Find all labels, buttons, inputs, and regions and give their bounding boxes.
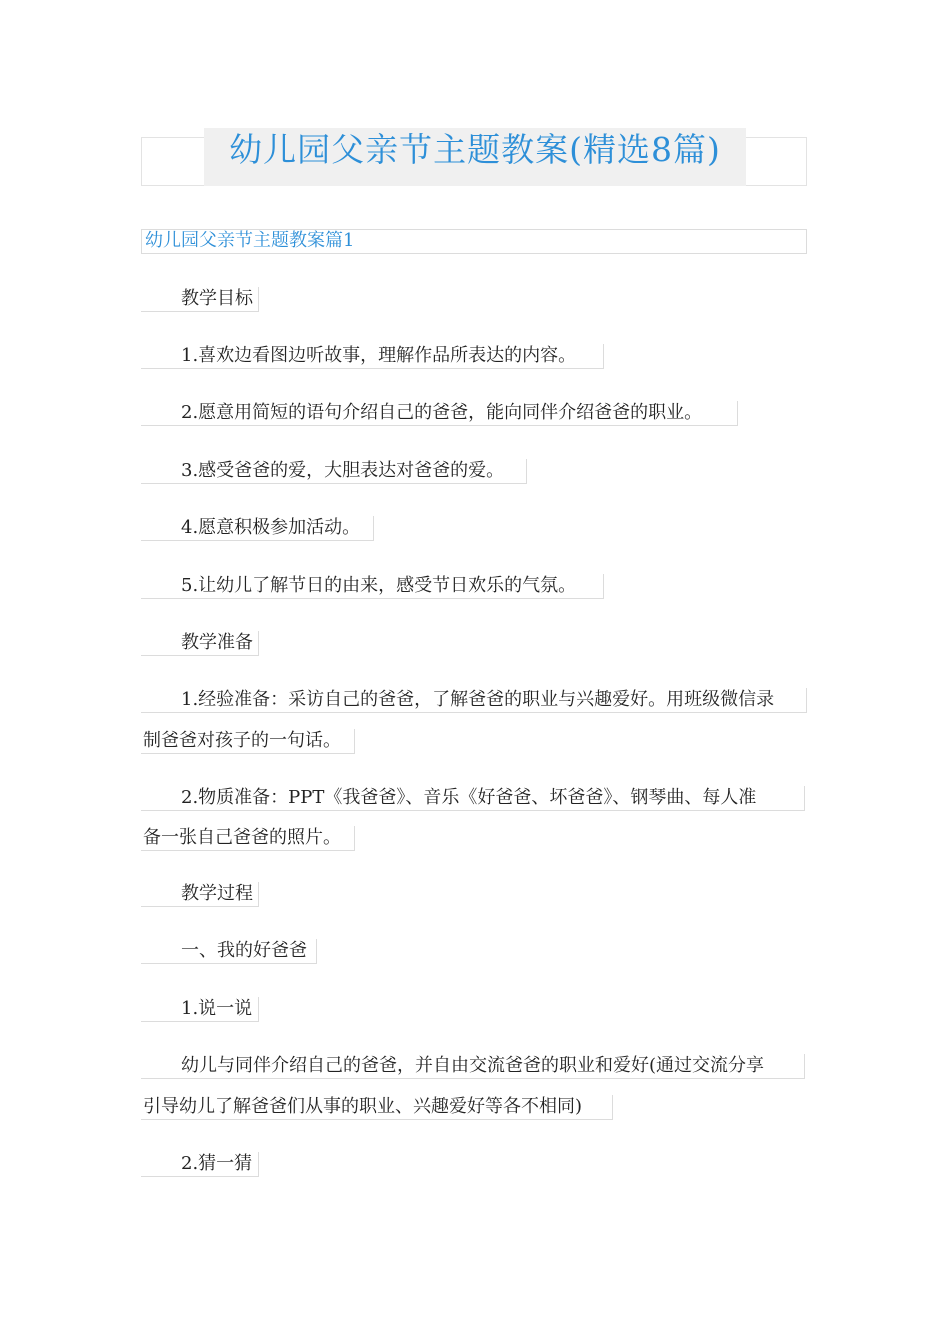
section-heading: 幼儿园父亲节主题教案篇1 xyxy=(141,229,807,254)
paragraph-heading: 2.猜一猜 xyxy=(141,1152,259,1177)
paragraph: 1.喜欢边看图边听故事，理解作品所表达的内容。 xyxy=(141,344,604,369)
document-title: 幼儿园父亲节主题教案(精选8篇) xyxy=(229,130,721,169)
paragraph: 2.物质准备：PPT《我爸爸》、音乐《好爸爸、坏爸爸》、钢琴曲、每人准 xyxy=(141,786,805,811)
paragraph: 1.经验准备：采访自己的爸爸，了解爸爸的职业与兴趣爱好。用班级微信录 xyxy=(141,688,807,713)
paragraph-heading: 一、我的好爸爸 xyxy=(141,939,317,964)
paragraph: 2.愿意用简短的语句介绍自己的爸爸，能向同伴介绍爸爸的职业。 xyxy=(141,401,738,426)
paragraph-heading: 1.说一说 xyxy=(141,997,259,1022)
paragraph: 引导幼儿了解爸爸们从事的职业、兴趣爱好等各不相同) xyxy=(141,1095,613,1120)
paragraph: 幼儿与同伴介绍自己的爸爸，并自由交流爸爸的职业和爱好(通过交流分享 xyxy=(141,1054,805,1079)
paragraph: 制爸爸对孩子的一句话。 xyxy=(141,729,355,754)
paragraph-heading: 教学目标 xyxy=(141,287,259,312)
paragraph: 3.感受爸爸的爱，大胆表达对爸爸的爱。 xyxy=(141,459,527,484)
paragraph: 5.让幼儿了解节日的由来，感受节日欢乐的气氛。 xyxy=(141,574,604,599)
paragraph: 4.愿意积极参加活动。 xyxy=(141,516,374,541)
paragraph: 备一张自己爸爸的照片。 xyxy=(141,826,355,851)
paragraph-heading: 教学过程 xyxy=(141,882,259,907)
paragraph-heading: 教学准备 xyxy=(141,631,259,656)
